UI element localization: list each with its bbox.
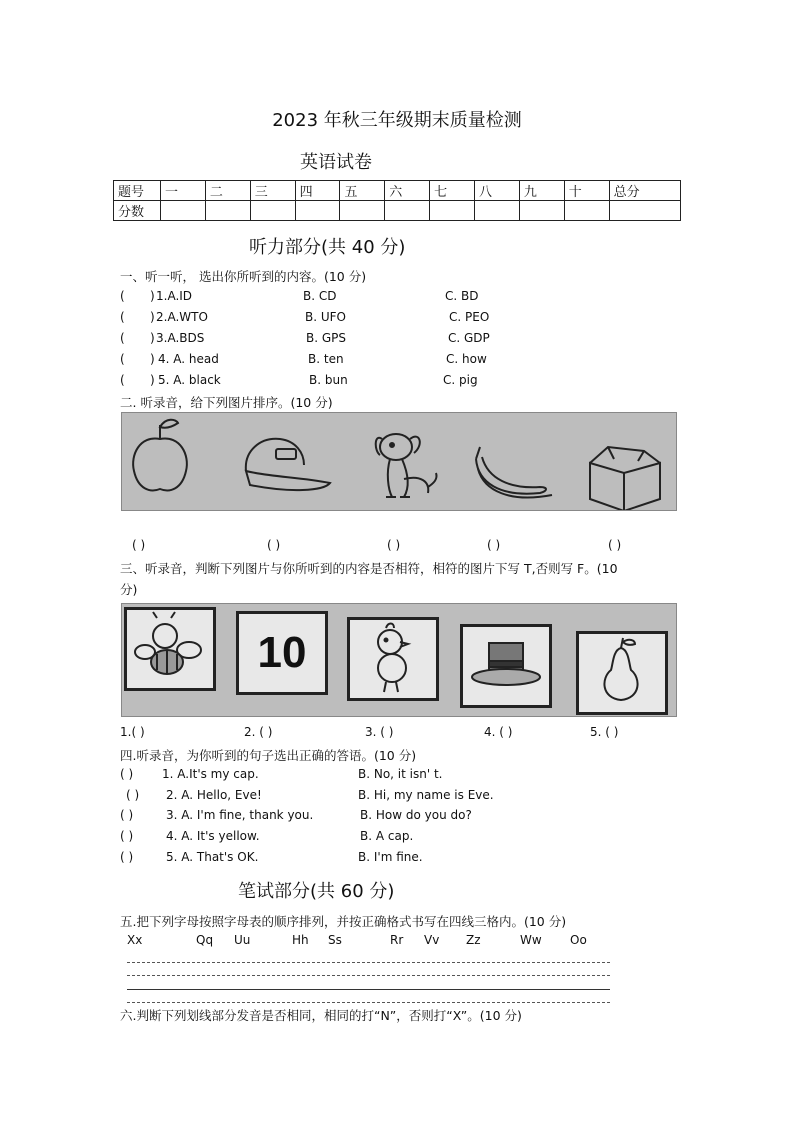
option-a: 4. A. head [158, 352, 219, 366]
answer-paren[interactable]: 5. ( ) [590, 725, 619, 739]
answer-paren-close: ) [150, 373, 155, 387]
option-b: B. Hi, my name is Eve. [358, 788, 494, 802]
table-cell: 七 [430, 181, 475, 201]
q3-title: 三、听录音，判断下列图片与你所听到的内容是否相符，相符的图片下写 T,否则写 F。(10 [120, 561, 618, 576]
answer-paren[interactable]: ( ) [608, 538, 622, 552]
listening-heading: 听力部分(共 40 分) [249, 237, 406, 258]
option-a: 3. A. I'm fine, thank you. [166, 808, 314, 822]
answer-paren: ( [120, 310, 125, 324]
option-a: 5. A. black [158, 373, 221, 387]
letter-pair: Ss [328, 933, 342, 947]
score-input-cell[interactable] [430, 201, 475, 221]
list-item [120, 767, 443, 781]
answer-paren[interactable]: ( ) [126, 788, 140, 802]
table-cell: 十 [564, 181, 609, 201]
option-b: B. bun [309, 373, 348, 387]
answer-paren[interactable]: ( ) [487, 538, 501, 552]
answer-paren: ( [120, 289, 125, 303]
option-b: B. I'm fine. [358, 850, 423, 864]
letter-pair: Vv [424, 933, 440, 947]
option-b: B. How do you do? [360, 808, 472, 822]
list-item [120, 829, 414, 843]
picture-frame [460, 624, 552, 708]
table-cell: 二 [205, 181, 250, 201]
list-item [120, 331, 490, 345]
picture-frame [124, 607, 216, 691]
letter-pair: Qq [196, 933, 214, 947]
score-input-cell[interactable] [295, 201, 340, 221]
box-icon [590, 447, 660, 510]
grid-line [127, 989, 610, 990]
picture-frame [576, 631, 668, 715]
answer-paren[interactable]: 1.( ) [120, 725, 145, 739]
letter-pair: Xx [127, 933, 143, 947]
option-c: C. GDP [448, 331, 490, 345]
option-b: B. A cap. [360, 829, 414, 843]
page-title: 2023 年秋三年级期末质量检测 [272, 110, 522, 131]
answer-paren: ( [120, 331, 125, 345]
table-cell: 八 [475, 181, 520, 201]
q6-title: 六.判断下列划线部分发音是否相同，相同的打“N”，否则打“X”。(10 分) [120, 1008, 522, 1023]
letter-pair: Hh [292, 933, 309, 947]
answer-paren-close: ) [150, 310, 155, 324]
option-c: C. PEO [449, 310, 490, 324]
table-cell: 三 [250, 181, 295, 201]
option-a: 2.A.WTO [156, 310, 208, 324]
list-item [120, 289, 479, 303]
hat-icon [463, 627, 549, 705]
table-cell: 四 [295, 181, 340, 201]
option-a: 3.A.BDS [156, 331, 205, 345]
score-table-header-row [114, 181, 681, 201]
letter-pair: Ww [520, 933, 542, 947]
q4-title: 四.听录音，为你听到的句子选出正确的答语。(10 分) [120, 748, 417, 763]
dog-icon [376, 434, 437, 497]
grid-line [127, 1002, 610, 1003]
table-cell: 九 [519, 181, 564, 201]
q2-pictures [122, 413, 676, 510]
letter-pair: Uu [234, 933, 251, 947]
q5-title: 五.把下列字母按照字母表的顺序排列，并按正确格式书写在四线三格内。(10 分) [120, 914, 567, 929]
grid-line [127, 975, 610, 976]
option-b: B. No, it isn' t. [358, 767, 443, 781]
answer-paren[interactable]: ( ) [267, 538, 281, 552]
answer-paren[interactable]: ( ) [387, 538, 401, 552]
apple-icon [133, 420, 187, 491]
answer-paren[interactable]: ( ) [120, 808, 134, 822]
option-a: 1. A.It's my cap. [162, 767, 259, 781]
table-cell: 一 [161, 181, 206, 201]
table-cell: 五 [340, 181, 385, 201]
score-input-cell[interactable] [161, 201, 206, 221]
option-a: 1.A.ID [156, 289, 193, 303]
option-b: B. UFO [305, 310, 346, 324]
answer-paren[interactable]: ( ) [120, 767, 134, 781]
list-item [120, 373, 478, 387]
answer-paren[interactable]: 3. ( ) [365, 725, 394, 739]
score-input-cell[interactable] [609, 201, 680, 221]
score-table-score-row [114, 201, 681, 221]
answer-paren[interactable]: ( ) [120, 850, 134, 864]
table-cell: 分数 [114, 201, 161, 221]
list-item [126, 788, 494, 802]
option-a: 4. A. It's yellow. [166, 829, 260, 843]
q2-title: 二. 听录音，给下列图片排序。(10 分) [120, 395, 333, 410]
q3-title-cont: 分) [120, 582, 138, 597]
answer-paren[interactable]: ( ) [132, 538, 146, 552]
answer-paren: ( [120, 352, 125, 366]
table-cell: 六 [385, 181, 430, 201]
list-item [120, 352, 487, 366]
option-c: C. how [446, 352, 487, 366]
answer-paren[interactable]: ( ) [120, 829, 134, 843]
answer-paren[interactable]: 2. ( ) [244, 725, 273, 739]
option-c: C. pig [443, 373, 478, 387]
letter-pair: Zz [466, 933, 481, 947]
chick-icon [350, 620, 436, 698]
q2-picture-strip [121, 412, 677, 511]
ten-number: 10 [257, 628, 307, 677]
pear-icon [579, 634, 665, 712]
picture-frame [347, 617, 439, 701]
answer-paren-close: ) [150, 352, 155, 366]
list-item [120, 850, 423, 864]
option-c: C. BD [445, 289, 479, 303]
score-input-cell[interactable] [475, 201, 520, 221]
answer-paren-close: ) [150, 331, 155, 345]
grid-line [127, 962, 610, 963]
score-input-cell[interactable] [205, 201, 250, 221]
q1-title: 一、听一听， 选出你所听到的内容。(10 分) [120, 269, 367, 284]
option-b: B. ten [308, 352, 344, 366]
picture-frame [236, 611, 328, 695]
score-input-cell[interactable] [519, 201, 564, 221]
option-a: 2. A. Hello, Eve! [166, 788, 262, 802]
option-b: B. CD [303, 289, 337, 303]
page-subtitle: 英语试卷 [300, 152, 372, 173]
banana-icon [476, 447, 552, 497]
score-table [113, 180, 681, 221]
score-input-cell[interactable] [250, 201, 295, 221]
answer-paren[interactable]: 4. ( ) [484, 725, 513, 739]
answer-paren: ( [120, 373, 125, 387]
score-input-cell[interactable] [385, 201, 430, 221]
letter-pair: Rr [390, 933, 404, 947]
list-item [120, 310, 490, 324]
answer-paren-close: ) [150, 289, 155, 303]
table-cell: 题号 [114, 181, 161, 201]
list-item [120, 808, 472, 822]
table-cell: 总分 [609, 181, 680, 201]
option-b: B. GPS [306, 331, 347, 345]
cap-icon [246, 439, 330, 490]
score-input-cell[interactable] [564, 201, 609, 221]
writing-heading: 笔试部分(共 60 分) [238, 881, 395, 902]
letter-pair: Oo [570, 933, 587, 947]
bee-icon [127, 610, 213, 688]
option-a: 5. A. That's OK. [166, 850, 259, 864]
score-input-cell[interactable] [340, 201, 385, 221]
